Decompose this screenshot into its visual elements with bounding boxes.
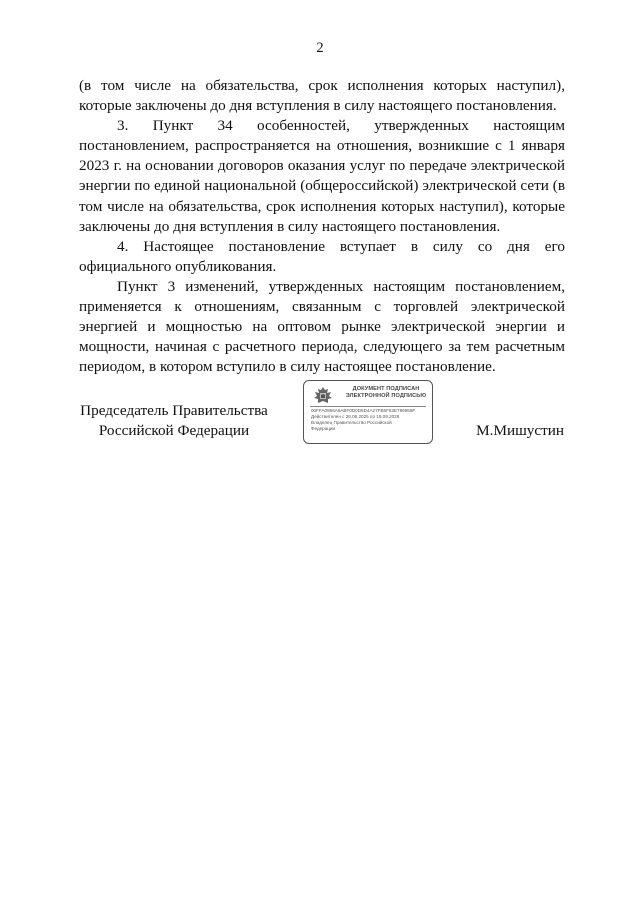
stamp-owner-line1: Владелец Правительство Российской xyxy=(311,420,392,425)
stamp-validity: Действителен с 26.06.2025 по 19.09.2026 xyxy=(311,414,400,419)
paragraph-point-3: Пункт 3 изменений, утвержденных настоящим постановлением, применяется к отношениям, связанным с торговлей электрической энергией и мощностью на оптовом рынке электрической энергии и мощности, начиная с расчетного периода, следующего за тем расчетным периодом, в котором вступило в силу настоящее постановление. xyxy=(79,277,565,376)
paragraph-item-4: 4. Настоящее постановление вступает в силу со дня его официального опубликования. xyxy=(79,237,565,275)
stamp-divider xyxy=(310,406,426,407)
page-number: 2 xyxy=(316,40,324,56)
signer-position-line1: Председатель Правительства xyxy=(80,402,268,419)
signer-position-line2: Российской Федерации xyxy=(98,422,250,439)
stamp-certificate: 00FFA0866A6ABF0D0D6D4A27FB5F53E789958F xyxy=(311,408,416,413)
stamp-title-line1: ДОКУМЕНТ ПОДПИСАН xyxy=(352,386,420,392)
coat-of-arms-icon xyxy=(310,386,336,406)
document-body xyxy=(79,76,565,377)
stamp-details xyxy=(311,408,429,432)
paragraph-item-3: 3. Пункт 34 особенностей, утвержденных настоящим постановлением, распространяется на отношения, возникшие с 1 января 2023 г. на основании договоров оказания услуг по передаче электрической энергии по единой национальной (общероссийской) электрической сети (в том числе на обязательства, срок исполнения которых наступил), которые заключены до дня вступления в силу настоящего постановления. xyxy=(79,117,565,235)
stamp-owner-line2: Федерации xyxy=(311,426,336,431)
signer-name: М.Мишустин xyxy=(476,422,564,439)
signer-position xyxy=(79,401,269,441)
stamp-title xyxy=(342,386,430,400)
stamp-title-line2: ЭЛЕКТРОННОЙ ПОДПИСЬЮ xyxy=(345,393,427,399)
paragraph-continuation: (в том числе на обязательства, срок исполнения которых наступил), которые заключены до дня вступления в силу настоящего постановления. xyxy=(79,77,565,115)
electronic-signature-stamp xyxy=(303,380,433,444)
